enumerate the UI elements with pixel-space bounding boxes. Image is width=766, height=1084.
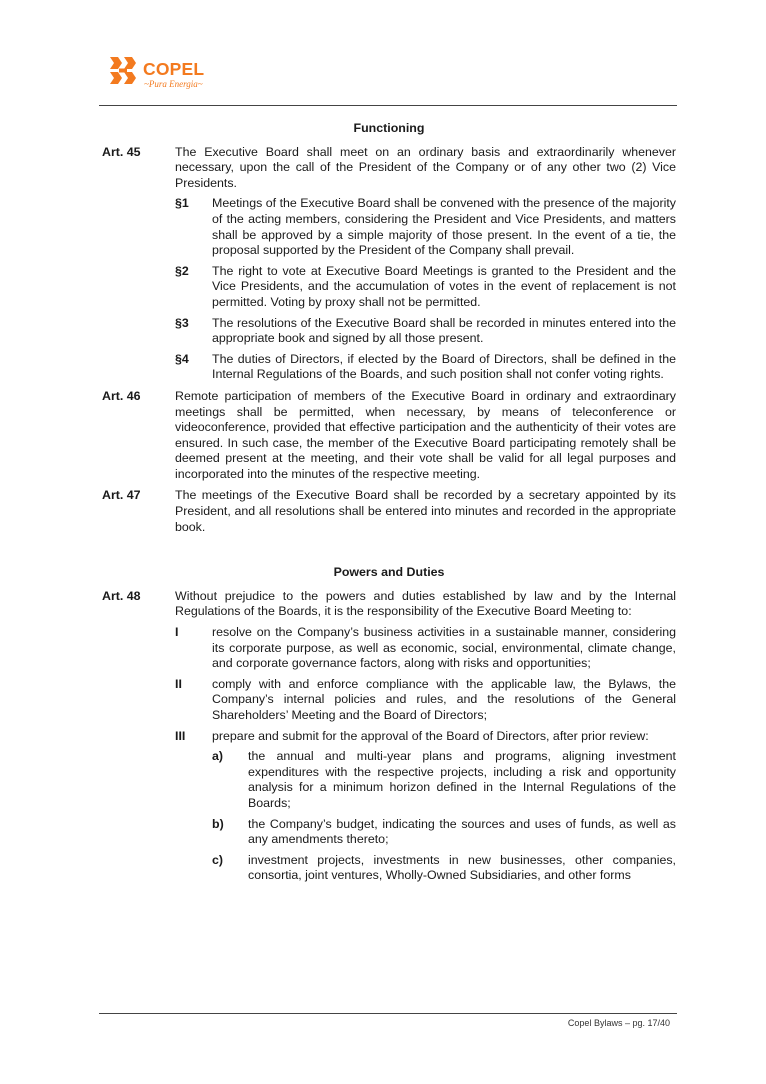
copel-logo — [108, 55, 228, 95]
subitem-text: the Company’s budget, indicating the sources and uses of funds, as well as any amendments thereto; — [248, 816, 676, 847]
item-text: resolve on the Company’s business activities in a sustainable manner, considering its corporate purpose, as well as economic, social, environmental, climate change, and corporate governance factors, along with risks and opportunities; — [212, 625, 676, 671]
paragraph-4 — [175, 352, 676, 383]
item-ii — [175, 677, 676, 724]
paragraph-3 — [175, 316, 676, 347]
page-footer: Copel Bylaws – pg. 17/40 — [567, 1018, 670, 1028]
article-text: The Executive Board shall meet on an ordinary basis and extraordinarily whenever necessary, upon the call of the President of the Company or of any other two (2) Vice Presidents. — [175, 144, 676, 190]
article-label: Art. 45 — [102, 144, 141, 159]
article-label: Art. 48 — [102, 588, 141, 603]
article-48 — [102, 589, 676, 884]
subitem-label: a) — [212, 749, 224, 764]
paragraph-label: §4 — [175, 351, 189, 366]
paragraph-2 — [175, 264, 676, 311]
header-divider — [99, 105, 677, 106]
section-heading-powers: Powers and Duties — [333, 565, 445, 580]
article-text: The meetings of the Executive Board shall be recorded by a secretary appointed by its President, and all resolutions shall be entered into minutes and recorded in the appropriate book. — [175, 488, 676, 534]
item-label: I — [175, 625, 179, 640]
footer-divider — [99, 1013, 677, 1014]
item-label: II — [175, 676, 182, 691]
item-iii — [175, 729, 676, 884]
subitem-c — [212, 853, 676, 884]
item-i — [175, 625, 676, 672]
subitem-label: b) — [212, 816, 224, 831]
subitem-text: the annual and multi-year plans and programs, aligning investment expenditures with the respective projects, including a risk and opportunity analysis for a minimum horizon defined in the Internal Regulations of the Boards; — [248, 749, 676, 810]
item-label: III — [175, 728, 186, 743]
paragraph-1 — [175, 196, 676, 258]
copel-logo-icon — [108, 56, 138, 86]
paragraph-text: The right to vote at Executive Board Meetings is granted to the President and the Vice Presidents, and the accumulation of votes in the event of replacement is not permitted. Voting by proxy shall not be permitted. — [212, 263, 676, 309]
article-label: Art. 47 — [102, 488, 141, 503]
item-text: comply with and enforce compliance with the applicable law, the Bylaws, the Company’s internal policies and rules, and the resolutions of the General Shareholders’ Meeting and the Board of Directors; — [212, 676, 676, 722]
subitem-a — [212, 749, 676, 811]
paragraph-label: §1 — [175, 196, 189, 211]
document-body — [102, 121, 676, 890]
paragraph-text: The duties of Directors, if elected by the Board of Directors, shall be defined in the Internal Regulations of the Boards, and such position shall not confer voting rights. — [212, 351, 676, 382]
paragraph-text: The resolutions of the Executive Board shall be recorded in minutes entered into the appropriate book and signed by all those present. — [212, 315, 676, 346]
section-heading-functioning: Functioning — [353, 121, 425, 135]
article-label: Art. 46 — [102, 388, 141, 403]
paragraph-label: §2 — [175, 263, 189, 278]
article-47 — [102, 488, 676, 535]
article-46 — [102, 389, 676, 483]
logo-wordmark: COPEL — [143, 59, 205, 79]
article-text: Remote participation of members of the Executive Board in ordinary and extraordinary meetings shall be permitted, when necessary, by means of teleconference or videoconference, provided that effective participation and the authenticity of their votes are ensured. In such case, the member of the Executive Board participating remotely shall be deemed present at the meeting, and their vote shall be valid for all legal purposes and incorporated into the minutes of the respective meeting. — [175, 388, 676, 481]
item-text: prepare and submit for the approval of the Board of Directors, after prior review: — [212, 728, 649, 743]
article-45 — [102, 145, 676, 383]
paragraph-label: §3 — [175, 315, 189, 330]
article-text: Without prejudice to the powers and duties established by law and by the Internal Regulations of the Boards, it is the responsibility of the Executive Board Meeting to: — [175, 588, 676, 619]
subitem-text: investment projects, investments in new businesses, other companies, consortia, joint ventures, Wholly-Owned Subsidiaries, and other forms — [248, 852, 676, 883]
paragraph-text: Meetings of the Executive Board shall be convened with the presence of the majority of the acting members, considering the President and Vice Presidents, and matters shall be approved by a simple majority of those present. In the event of a tie, the proposal supported by the President of the Company shall prevail. — [212, 196, 676, 258]
logo-tagline: ~Pura Energia~ — [144, 79, 203, 89]
subitem-b — [212, 817, 676, 848]
subitem-label: c) — [212, 852, 224, 867]
